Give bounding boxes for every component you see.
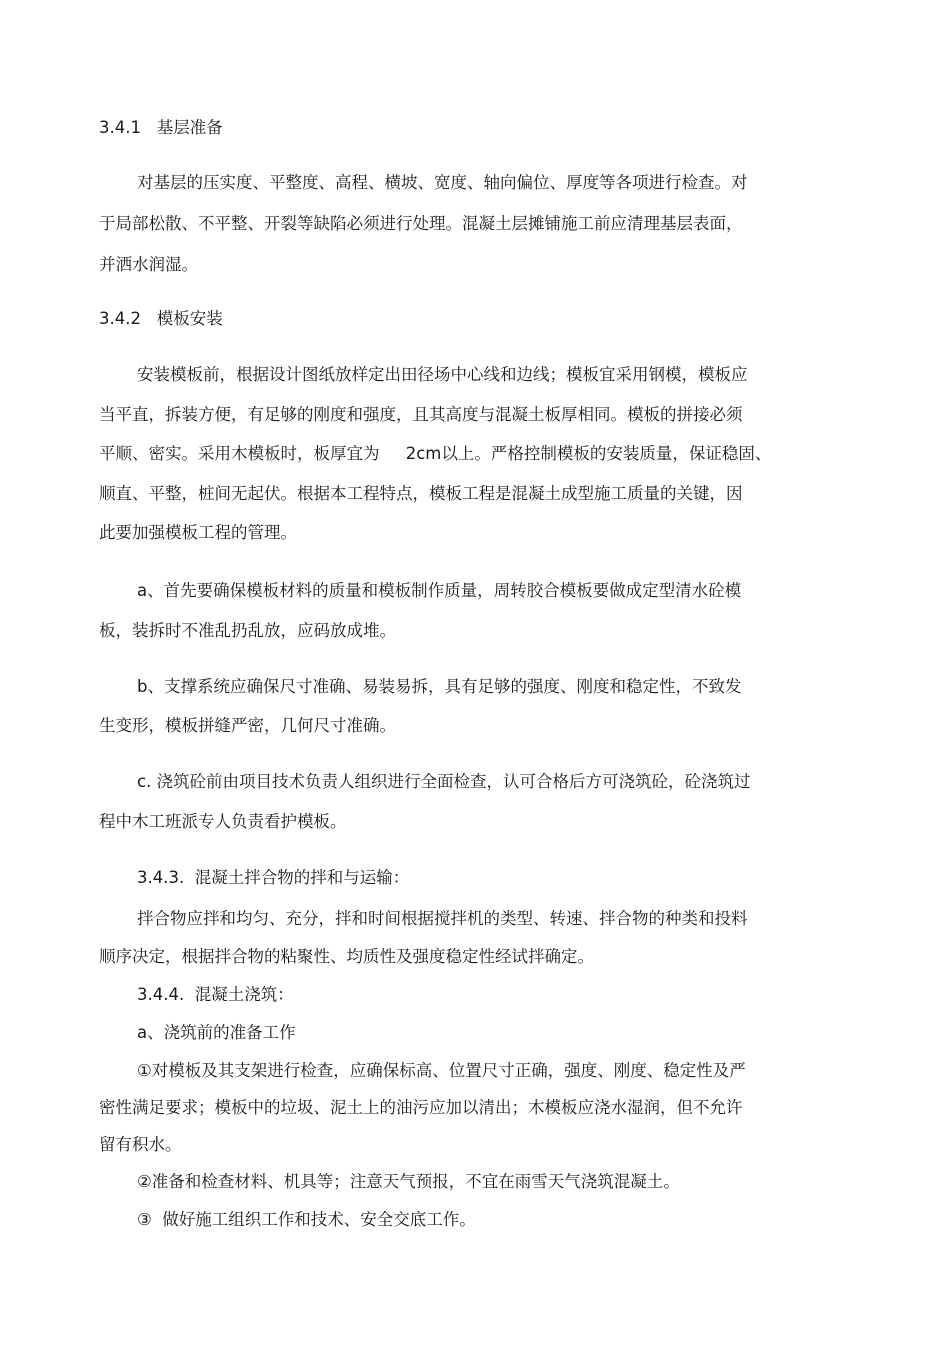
list-item-2: ②准备和检查材料、机具等；注意天气预报，不宜在雨雪天气浇筑混凝土。 (137, 1172, 680, 1191)
section-heading-3-4-4: 3.4.4. 混凝土浇筑： (137, 985, 294, 1004)
paragraph-line: 顺序决定，根据拌合物的粘聚性、均质性及强度稳定性经试拌确定。 (99, 947, 594, 966)
list-item-1: ①对模板及其支架进行检查，应确保标高、位置尺寸正确，强度、刚度、稳定性及严 (137, 1061, 746, 1080)
paragraph-line: 当平直，拆装方便，有足够的刚度和强度，且其高度与混凝土板厚相同。模板的拼接必须 (99, 405, 743, 424)
list-item-a-cont: 板，装拆时不准乱扔乱放，应码放成堆。 (99, 621, 396, 640)
list-item-b-cont: 生变形，模板拼缝严密，几何尺寸准确。 (99, 716, 396, 735)
section-heading-3-4-3: 3.4.3. 混凝土拌合物的拌和与运输： (137, 868, 410, 887)
section-heading-3-4-2: 3.4.2 模板安装 (99, 309, 223, 328)
list-item-1-cont: 密性满足要求；模板中的垃圾、泥土上的油污应加以清出；木模板应浇水湿润，但不允许 (99, 1098, 743, 1117)
paragraph-line: 安装模板前，根据设计图纸放样定出田径场中心线和边线；模板宜采用钢模，模板应 (137, 365, 748, 384)
list-item-3: ③ 做好施工组织工作和技术、安全交底工作。 (137, 1210, 476, 1229)
list-item-c: c. 浇筑砼前由项目技术负责人组织进行全面检查，认可合格后方可浇筑砼，砼浇筑过 (137, 772, 751, 791)
paragraph-line: 并洒水润湿。 (99, 255, 198, 274)
paragraph-line: 拌合物应拌和均匀、充分，拌和时间根据搅拌机的类型、转速、拌合物的种类和投料 (137, 909, 748, 928)
list-item-b: b、支撑系统应确保尺寸准确、易装易拆，具有足够的强度、刚度和稳定性，不致发 (137, 677, 742, 696)
list-item-a: a、首先要确保模板材料的质量和模板制作质量，周转胶合模板要做成定型清水砼模 (137, 581, 742, 600)
paragraph-line: 顺直、平整，桩间无起伏。根据本工程特点，模板工程是混凝土成型施工质量的关键，因 (99, 484, 743, 503)
list-item-1-cont: 留有积水。 (99, 1135, 182, 1154)
section-heading-3-4-1: 3.4.1 基层准备 (99, 118, 223, 137)
list-item-c-cont: 程中木工班派专人负责看护模板。 (99, 812, 347, 831)
sub-heading-a: a、浇筑前的准备工作 (137, 1023, 296, 1042)
paragraph-line: 此要加强模板工程的管理。 (99, 523, 297, 542)
paragraph-line: 对基层的压实度、平整度、高程、横坡、宽度、轴向偏位、厚度等各项进行检查。对 (137, 173, 748, 192)
paragraph-line: 于局部松散、不平整、开裂等缺陷必须进行处理。混凝土层摊铺施工前应清理基层表面， (99, 214, 743, 233)
paragraph-line: 平顺、密实。采用木模板时，板厚宜为 2cm以上。严格控制模板的安装质量，保证稳固、 (99, 444, 772, 463)
